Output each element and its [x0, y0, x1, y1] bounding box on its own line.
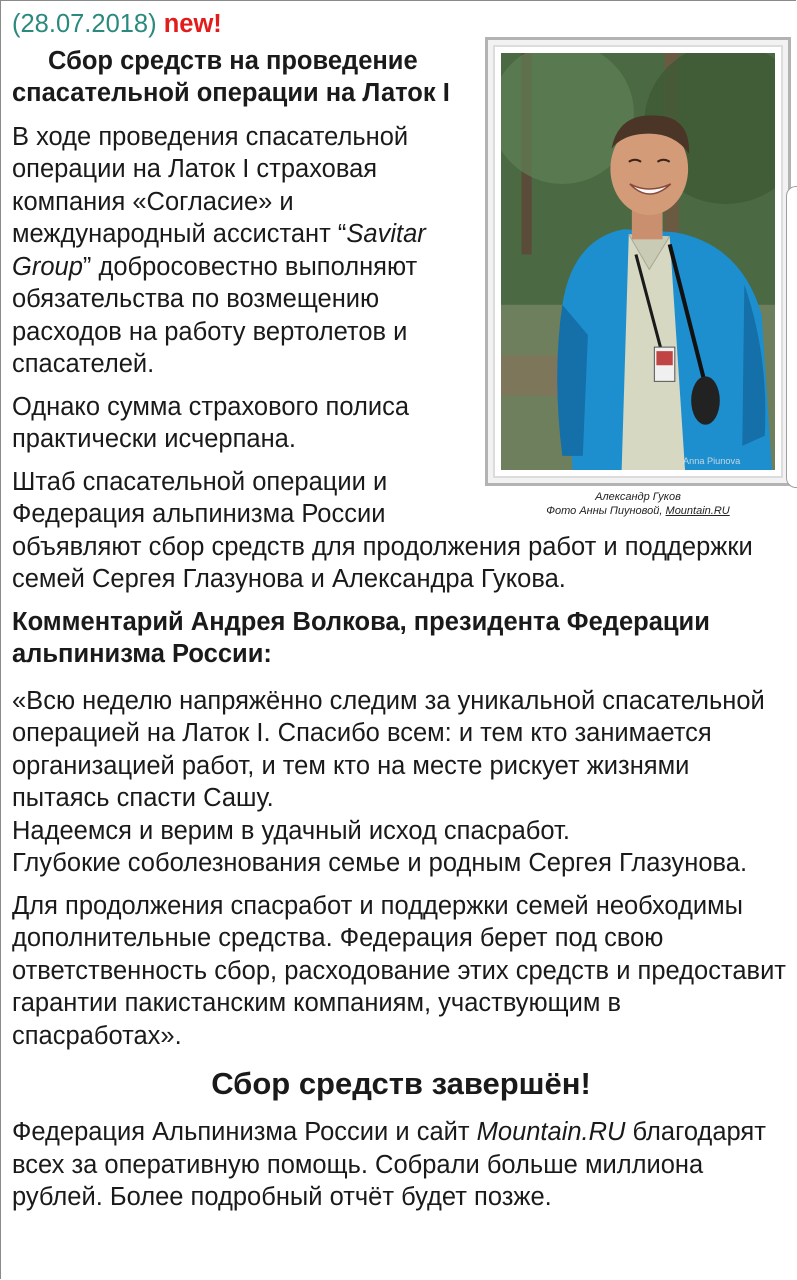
scroll-indicator[interactable] [786, 186, 797, 488]
caption-credit: Фото Анны Пиуновой, [546, 504, 666, 517]
article [12, 8, 790, 1224]
quote-line-3: Глубокие соболезнования семье и родным Сергея Глазунова. [12, 849, 748, 877]
savitar-group: Savitar Group [12, 220, 426, 281]
article-date: (28.07.2018) [12, 10, 157, 38]
caption-link[interactable]: Mountain.RU [665, 504, 730, 517]
portrait-illustration [501, 53, 775, 470]
caption-name: Александр Гуков [595, 490, 681, 503]
paragraph-thanks: Федерация Альпинизма России и сайт Mountain.RU благодарят всех за оперативную помощь. Собрали больше миллиона рублей. Более подробный отчёт будет позже. [12, 1118, 766, 1211]
paragraph-additional-funds: Для продолжения спасработ и поддержки семей необходимы дополнительные средства. Федерация берет под свою ответственность сбор, расходование этих средств и предоставит гарантии пакистанским компаниям, участвующим в спасработах». [12, 891, 786, 1050]
photo-frame [485, 37, 791, 486]
quote-line-2: Надеемся и верим в удачный исход спасработ. [12, 816, 570, 845]
article-title: Сбор средств на проведение спасательной операции на Латок I [12, 46, 450, 107]
completed-heading: Сбор средств завершён! [211, 1066, 591, 1101]
photo-of-smiling-man[interactable] [501, 53, 775, 470]
photo-caption [482, 490, 794, 518]
paragraph-insurance: В ходе проведения спасательной операции на Латок I страховая компания «Согласие» и международный ассистант “Savitar Group” добросовестно выполняют обязательства по возмещению расходов на работу вертолетов и спасателей. [12, 122, 426, 378]
comment-heading: Комментарий Андрея Волкова, президента Федерации альпинизма России: [12, 607, 710, 668]
quote-line-1: «Всю неделю напряжённо следим за уникальной спасательной операцией на Латок I. Спасибо всем: и тем кто занимается организацией работ, и тем кто на месте рискует жизнями пытаясь спасти Сашу. [12, 686, 765, 812]
quote-paragraph [12, 685, 790, 880]
mountain-ru: Mountain.RU [476, 1118, 626, 1146]
new-badge: new! [163, 10, 222, 38]
photo-watermark: Anna Piunova [682, 455, 741, 466]
paragraph-fundraising: Штаб спасательной операции и Федерация альпинизма России объявляют сбор средств для продолжения работ и поддержки семей Сергея Глазунова и Александра Гукова. [12, 467, 753, 593]
photo-figure [482, 37, 794, 518]
paragraph-policy: Однако сумма страхового полиса практически исчерпана. [12, 392, 410, 453]
